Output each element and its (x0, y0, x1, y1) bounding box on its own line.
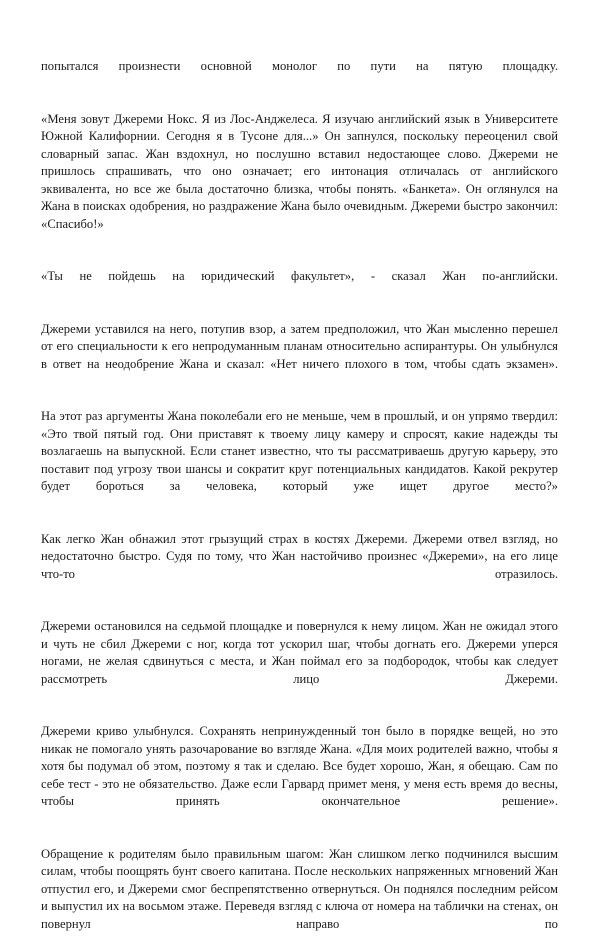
paragraph: Джереми уставился на него, потупив взор, а затем предположил, что Жан мысленно перешел от его специальности к его непродуманным планам относительно аспирантуры. Он улыбнулся в ответ на неодобрение Жана и сказал: «Нет ничего плохого в том, чтобы сдать экзамен». (41, 321, 558, 371)
paragraph: Обращение к родителям было правильным шагом: Жан слишком легко подчинился высшим силам, чтобы поощрять бунт своего капитана. После нескольких напряженных мгновений Жан отпустил его, и Джереми смог беспрепятственно отвернуться. Он поднялся последним рейсом и выпустил их на восьмом этаже. Переведя взгляд с ключа от номера на таблички на стенах, он повернул направо по (41, 846, 558, 931)
document-body (41, 58, 558, 951)
paragraph: Джереми остановился на седьмой площадке и повернулся к нему лицом. Жан не ожидал этого и чуть не сбил Джереми с ног, когда тот ускорил шаг, чтобы догнать его. Джереми уперся ногами, не желая сдвинуться с места, и Жан поймал его за подбородок, чтобы как следует рассмотреть лицо Джереми. (41, 619, 558, 686)
paragraph: На этот раз аргументы Жана поколебали его не меньше, чем в прошлый, и он упрямо твердил: «Это твой пятый год. Они приставят к твоему лицу камеру и спросят, какие надежды ты возлагаешь на выпускной. Если станет известно, что ты рассматриваешь другую карьеру, это поставит под угрозу твои шансы и сократит круг потенциальных кандидатов. Какой рекрутер будет бороться за человека, который уже ищет другое место?» (41, 409, 558, 493)
paragraph: Как легко Жан обнажил этот грызущий страх в костях Джереми. Джереми отвел взгляд, но недостаточно быстро. Судя по тому, что Жан настойчиво произнес «Джереми», на его лице что-то отразилось. (41, 531, 558, 581)
paragraph: попытался произнести основной монолог по пути на пятую площадку. (41, 59, 558, 73)
paragraph: Джереми криво улыбнулся. Сохранять непринужденный тон было в порядке вещей, но это никак не помогало унять разочарование во взгляде Жана. «Для моих родителей важно, чтобы я хотя бы подумал об этом, поэтому я так и сделаю. Все будет хорошо, Жан, я обещаю. Сам по себе тест - это не обязательство. Даже если Гарвард примет меня, у меня есть время до весны, чтобы принять окончательное решение». (41, 724, 558, 808)
paragraph: «Ты не пойдешь на юридический факультет», - сказал Жан по-английски. (41, 269, 558, 283)
paragraph: «Меня зовут Джереми Нокс. Я из Лос-Анджелеса. Я изучаю английский язык в Университете Южной Калифорнии. Сегодня я в Тусоне для...» Он запнулся, поскольку переоценил свой словарный запас. Жан вздохнул, но послушно вставил недостающее слово. Джереми не пришлось спрашивать, что оно означает; его интонация отличалась от английского эквивалента, но все же была достаточно близка, чтобы понять. «Банкета». Он оглянулся на Жана в поисках одобрения, но раздражение Жана было очевидным. Джереми быстро закончил: «Спасибо!» (41, 111, 558, 231)
